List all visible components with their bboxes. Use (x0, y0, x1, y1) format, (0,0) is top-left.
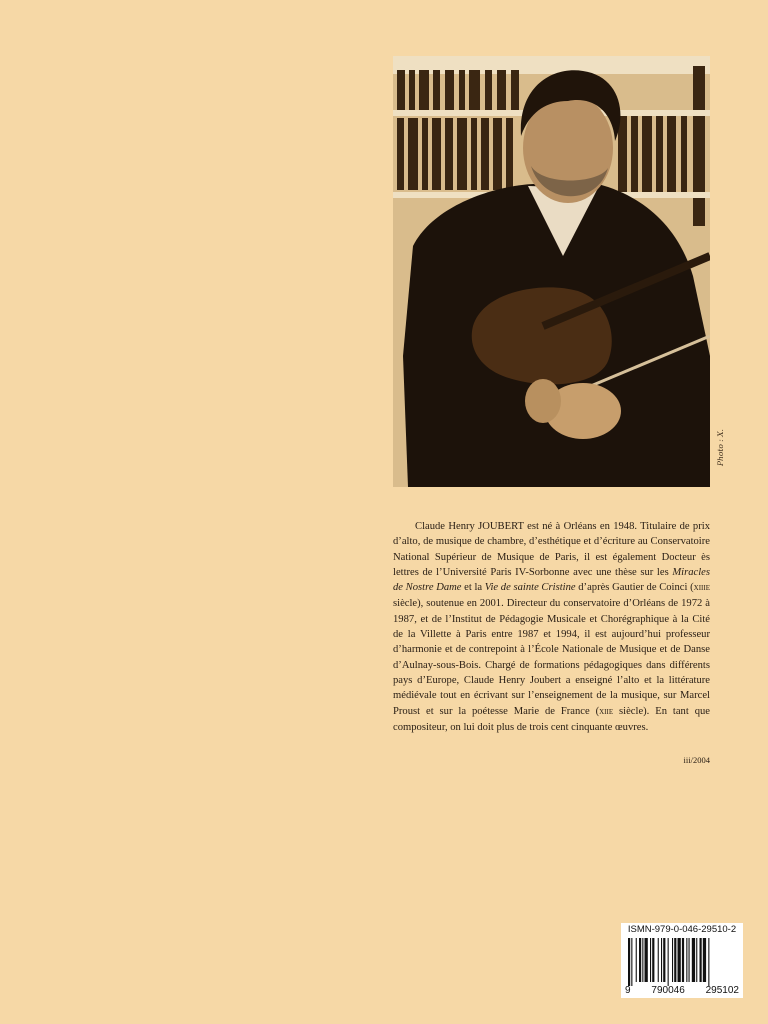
barcode-bar (628, 938, 630, 986)
barcode-bars (624, 938, 740, 986)
barcode-bar (708, 938, 709, 986)
author-photo (393, 56, 710, 487)
ismn-number: ISMN-979-0-046-29510-2 (627, 924, 737, 935)
barcode-bar (689, 938, 690, 982)
edition-date: iii/2004 (683, 755, 710, 765)
barcode-bar (700, 938, 702, 982)
barcode-bar (631, 938, 632, 986)
barcode-bar (682, 938, 684, 982)
barcode-bar (663, 938, 665, 982)
ean-digits: 9 790046 295102 (625, 985, 739, 996)
barcode-bar (686, 938, 687, 982)
barcode-bar (703, 938, 706, 982)
photo-credit: Photo : X. (716, 429, 725, 466)
barcode-bar (692, 938, 695, 982)
barcode-bar (661, 938, 662, 982)
barcode-bar (696, 938, 697, 982)
work-title: Vie de sainte Cristine (484, 582, 576, 594)
barcode-bar (636, 938, 637, 982)
author-biography: Claude Henry JOUBERT est né à Orléans en 1948. Titulaire de prix d’alto, de musique de chambre, d’esthétique et d’écriture au Conservatoire National Supérieur de Musique de Paris, il est également Docteur ès lettres de l’Université Paris IV-Sorbonne avec une thèse sur les Miracles de Nostre Dame et la Vie de sainte Cristine d’après Gautier de Coinci (xiiie siècle), soutenue en 2001. Directeur du conservatoire d’Orléans de 1972 à 1987, et de l’Institut de Pédagogie Musicale et Chorégraphique à la Cité de la Villette à Paris entre 1987 et 1994, il est aujourd’hui professeur d’harmonie et de contrepoint à l’École Nationale de Musique et de Danse d’Aulnay-sous-Bois. Chargé de formations pédagogiques dans différents pays d’Europe, Claude Henry Joubert a enseigné l’alto et la littérature médiévale tout en écrivant sur l’enseignement de la musique, sur Marcel Proust et sur la poétesse Marie de France (xiie siècle). En tant que compositeur, on lui doit plus de trois cent cinquante œuvres. (393, 521, 710, 733)
barcode-bar (672, 938, 673, 982)
barcode-bar (650, 938, 651, 982)
barcode-bar (658, 938, 659, 982)
barcode-bar (645, 938, 648, 982)
barcode-bar (639, 938, 641, 982)
barcode-bar (642, 938, 643, 982)
barcode-bar (652, 938, 654, 982)
barcode (621, 923, 743, 998)
barcode-bar (668, 938, 669, 986)
barcode-bar (674, 938, 676, 982)
work-title: Miracles de Nostre Dame (393, 566, 710, 594)
barcode-bar (678, 938, 681, 982)
